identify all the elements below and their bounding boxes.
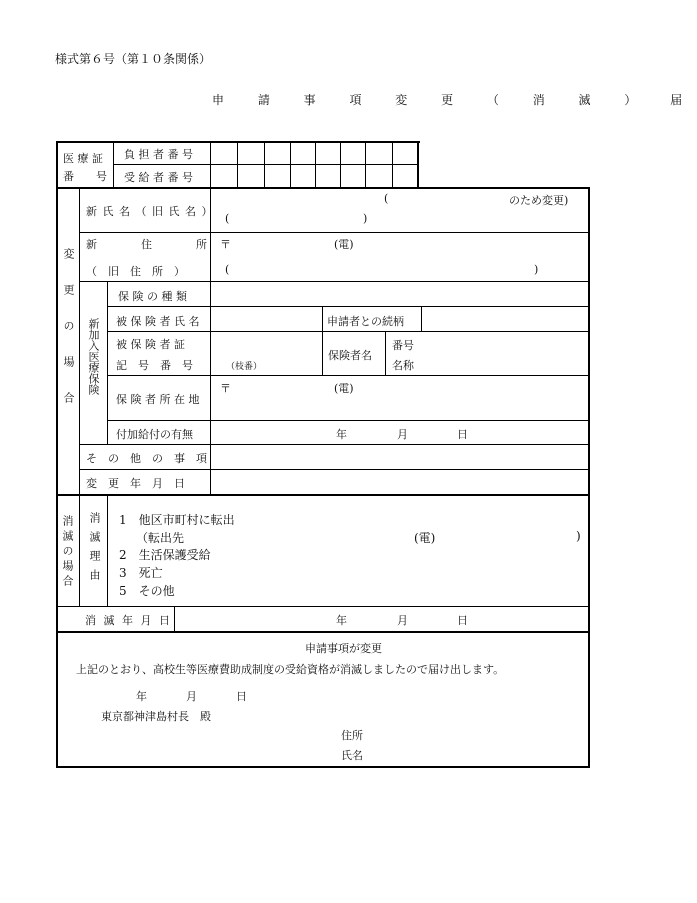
extinction-day: 日	[457, 614, 468, 627]
insurer-phone-label: (電)	[334, 382, 354, 395]
new-address-label: 新 住 所	[86, 238, 207, 251]
cert-label-line2: 番 号	[63, 170, 107, 183]
other-items-field[interactable]	[212, 446, 587, 468]
old-address-close: )	[534, 263, 539, 276]
applicant-name-label: 氏名	[341, 749, 363, 762]
old-name-open: (	[225, 212, 230, 225]
postal-mark: 〒	[220, 238, 231, 251]
applicant-address-field[interactable]	[365, 724, 585, 742]
benefit-year: 年	[336, 428, 347, 441]
form-number: 様式第６号（第１０条関係）	[55, 52, 212, 66]
payer-number-field[interactable]	[212, 143, 417, 163]
benefit-day: 日	[457, 428, 468, 441]
relation-label: 申請者との続柄	[327, 315, 404, 328]
extinction-year: 年	[336, 614, 347, 627]
insurer-postal-mark: 〒	[220, 382, 231, 395]
declaration-year: 年	[136, 690, 147, 703]
extinction-date-label: 消 滅 年 月 日	[85, 614, 172, 627]
addressee: 東京都神津島村長 殿	[101, 710, 211, 723]
insurance-type-field[interactable]	[212, 283, 587, 305]
new-name-label: 新 氏 名 （ 旧 氏 名 ）	[86, 205, 214, 218]
phone-label: (電)	[334, 238, 354, 251]
recipient-number-label: 受 給 者 番 号	[124, 171, 193, 184]
old-name-close: )	[363, 212, 368, 225]
extinction-month: 月	[397, 614, 408, 627]
reason-3[interactable]: 3 死亡	[119, 566, 163, 580]
name-reason-open: (	[384, 192, 389, 205]
reason-1-destination: （転出先	[136, 531, 185, 545]
reason-5[interactable]: 5 その他	[119, 584, 175, 598]
additional-benefit-label: 付加給付の有無	[116, 428, 193, 441]
new-name-field[interactable]	[212, 189, 587, 231]
insured-cert-label-line1: 被 保 険 者 証	[116, 338, 185, 351]
change-section-label: 変更の場合	[62, 248, 75, 428]
form-title: 申 請 事 項 変 更 （ 消 滅 ） 届	[212, 93, 697, 107]
insurer-field[interactable]	[420, 333, 587, 374]
address-field[interactable]	[212, 234, 587, 280]
relation-field[interactable]	[423, 308, 587, 330]
insurer-name-label: 保険者名	[328, 349, 372, 362]
declaration-statement: 上記のとおり、高校生等医療費助成制度の受給資格が消滅しましたので届け出します。	[76, 663, 505, 676]
other-items-label: そ の 他 の 事 項	[86, 452, 207, 465]
reason-2[interactable]: 2 生活保護受給	[119, 548, 211, 562]
reason-1-close: )	[576, 529, 581, 543]
cert-label-line1: 医 療 証	[63, 152, 103, 165]
declaration-month: 月	[186, 690, 197, 703]
reason-1[interactable]: 1 他区市町村に転出	[119, 513, 235, 527]
declaration-day: 日	[236, 690, 247, 703]
insured-cert-label-line2: 記 号 番 号	[116, 359, 193, 372]
insurer-number-label: 番号	[392, 339, 414, 352]
change-date-label: 変 更 年 月 日	[86, 477, 185, 490]
insured-name-field[interactable]	[212, 308, 320, 330]
name-reason-text: のため変更)	[509, 194, 569, 207]
extinction-reason-label: 消滅理由	[88, 512, 101, 588]
insurance-type-label: 保 険 の 種 類	[118, 290, 187, 303]
benefit-month: 月	[397, 428, 408, 441]
branch-number-label: （枝番）	[226, 362, 263, 372]
old-address-open: (	[225, 263, 230, 276]
insurer-address-label: 保 険 者 所 在 地	[116, 393, 200, 406]
insurer-title-label: 名称	[392, 359, 414, 372]
insured-cert-field[interactable]	[212, 333, 320, 374]
reason-1-phone: (電)	[414, 531, 436, 545]
applicant-address-label: 住所	[341, 729, 363, 742]
insurer-address-field[interactable]	[212, 377, 587, 419]
applicant-name-field[interactable]	[365, 744, 585, 762]
change-date-field[interactable]	[212, 471, 587, 493]
old-address-label: （ 旧 住 所 ）	[86, 265, 185, 278]
recipient-number-field[interactable]	[212, 166, 417, 186]
extinction-date-field[interactable]	[176, 608, 587, 630]
insured-name-label: 被 保 険 者 氏 名	[116, 315, 200, 328]
extinction-section-label: 消滅の場合	[61, 515, 74, 590]
payer-number-label: 負 担 者 番 号	[124, 148, 193, 161]
declaration-heading: 申請事項が変更	[305, 642, 382, 655]
insurance-group-label: 新加入医療保険	[87, 318, 100, 395]
